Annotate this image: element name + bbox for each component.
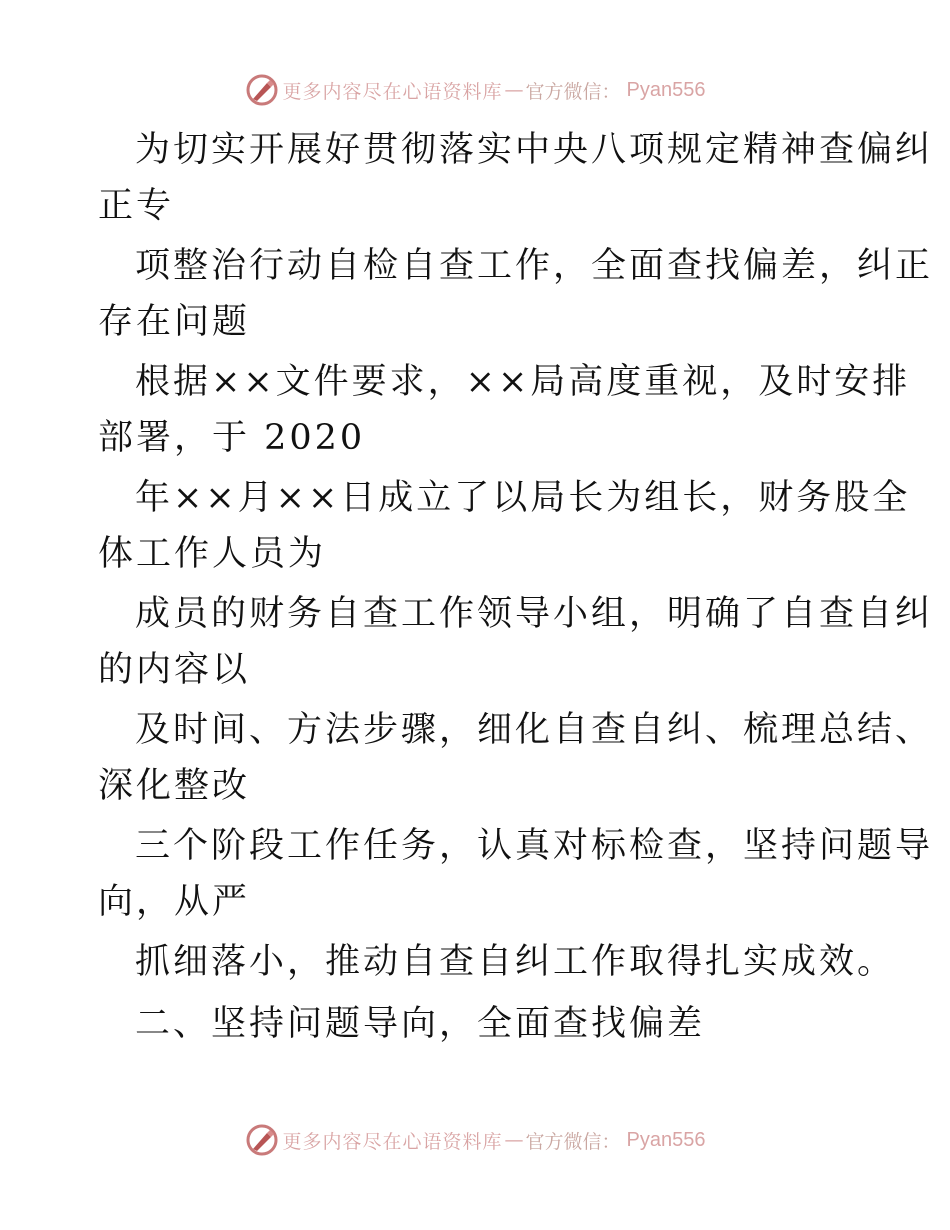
- body-line: 正专: [98, 186, 175, 226]
- body-line: 项整治行动自检自查工作，全面查找偏差，纠正: [135, 246, 934, 286]
- watermark-separator: —: [504, 1129, 524, 1151]
- watermark-brand: 更多内容尽在心语资料库: [282, 80, 503, 103]
- pen-logo-icon: [245, 73, 279, 107]
- body-line: 三个阶段工作任务，认真对标检查，坚持问题导: [135, 826, 934, 866]
- body-line: 根据××文件要求，××局高度重视，及时安排: [135, 362, 911, 402]
- body-line: 向，从严: [98, 882, 251, 922]
- body-line: 部署，于 2020: [98, 418, 366, 458]
- footer-watermark: [0, 1120, 950, 1160]
- body-line: 抓细落小，推动自查自纠工作取得扎实成效。: [135, 942, 896, 982]
- body-line: 为切实开展好贯彻落实中央八项规定精神查偏纠: [135, 130, 934, 170]
- watermark-label: 官方微信：: [525, 1130, 621, 1153]
- body-line: 年××月××日成立了以局长为组长，财务股全: [135, 478, 911, 518]
- header-watermark: [0, 70, 950, 110]
- watermark-separator: —: [504, 79, 524, 101]
- watermark-wechat-id: Pyan556: [626, 78, 706, 101]
- watermark-label: 官方微信：: [525, 80, 621, 103]
- body-line: 体工作人员为: [98, 534, 327, 574]
- body-line: 的内容以: [98, 650, 251, 690]
- body-line: 成员的财务自查工作领导小组，明确了自查自纠: [135, 594, 934, 634]
- body-line: 深化整改: [98, 766, 251, 806]
- body-line: 存在问题: [98, 302, 251, 342]
- pen-logo-icon: [245, 1123, 279, 1157]
- watermark-brand: 更多内容尽在心语资料库: [282, 1130, 503, 1153]
- body-line: 及时间、方法步骤，细化自查自纠、梳理总结、: [135, 710, 934, 750]
- section-heading: 二、坚持问题导向，全面查找偏差: [135, 1004, 706, 1044]
- watermark-wechat-id: Pyan556: [626, 1128, 706, 1151]
